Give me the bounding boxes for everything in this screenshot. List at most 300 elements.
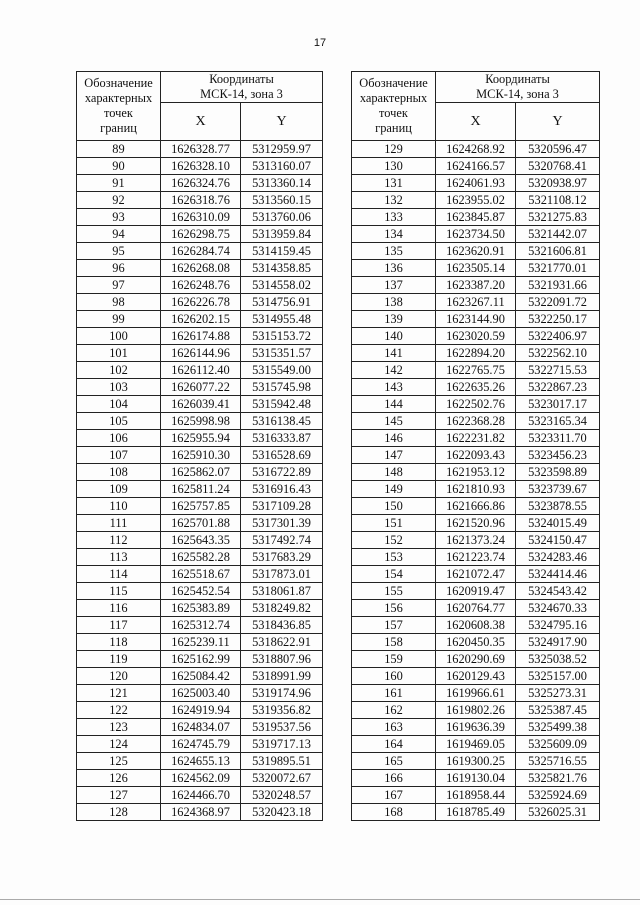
y-coordinate-cell: 5318991.99 [241,668,323,685]
x-coordinate-cell: 1624655.13 [161,753,241,770]
table-row [77,787,323,804]
point-number-cell: 146 [352,430,436,447]
x-coordinate-cell: 1621953.12 [436,464,516,481]
x-coordinate-cell: 1622894.20 [436,345,516,362]
table-row [77,702,323,719]
y-coordinate-cell: 5314955.48 [241,311,323,328]
table-row [77,549,323,566]
table-row [77,345,323,362]
point-header-line: Обозначение [84,76,153,90]
x-coordinate-cell: 1626324.76 [161,175,241,192]
point-number-cell: 125 [77,753,161,770]
x-coordinate-cell: 1622635.26 [436,379,516,396]
table-row [352,685,600,702]
table-row [77,277,323,294]
point-number-cell: 106 [77,430,161,447]
x-coordinate-cell: 1623144.90 [436,311,516,328]
y-coordinate-cell: 5317492.74 [241,532,323,549]
y-coordinate-cell: 5316722.89 [241,464,323,481]
table-row [77,566,323,583]
point-number-cell: 150 [352,498,436,515]
y-coordinate-cell: 5325609.09 [516,736,600,753]
x-coordinate-cell: 1623267.11 [436,294,516,311]
point-number-cell: 91 [77,175,161,192]
y-coordinate-cell: 5315153.72 [241,328,323,345]
point-number-cell: 124 [77,736,161,753]
table-row [77,719,323,736]
x-coordinate-cell: 1625312.74 [161,617,241,634]
x-coordinate-cell: 1626144.96 [161,345,241,362]
y-coordinate-cell: 5314558.02 [241,277,323,294]
x-coordinate-cell: 1620290.69 [436,651,516,668]
point-number-cell: 119 [77,651,161,668]
x-coordinate-cell: 1626310.09 [161,209,241,226]
table-row [352,549,600,566]
x-coordinate-cell: 1625998.98 [161,413,241,430]
point-number-cell: 127 [77,787,161,804]
x-coordinate-cell: 1623734.50 [436,226,516,243]
y-coordinate-cell: 5319895.51 [241,753,323,770]
point-number-cell: 138 [352,294,436,311]
point-number-cell: 139 [352,311,436,328]
y-coordinate-cell: 5321442.07 [516,226,600,243]
point-number-cell: 121 [77,685,161,702]
x-coordinate-cell: 1623505.14 [436,260,516,277]
y-coordinate-cell: 5316333.87 [241,430,323,447]
y-coordinate-cell: 5325038.52 [516,651,600,668]
point-number-cell: 110 [77,498,161,515]
y-coordinate-cell: 5313760.06 [241,209,323,226]
y-coordinate-cell: 5320596.47 [516,141,600,158]
table-row [352,617,600,634]
table-row [77,600,323,617]
point-number-cell: 145 [352,413,436,430]
y-coordinate-cell: 5315942.48 [241,396,323,413]
y-coordinate-cell: 5314159.45 [241,243,323,260]
y-coordinate-cell: 5325716.55 [516,753,600,770]
y-column-header: Y [241,103,323,141]
y-column-header: Y [516,103,600,141]
point-number-cell: 140 [352,328,436,345]
y-coordinate-cell: 5322867.23 [516,379,600,396]
coordinates-header [436,72,600,103]
y-coordinate-cell: 5320938.97 [516,175,600,192]
table-row [77,532,323,549]
x-coordinate-cell: 1620764.77 [436,600,516,617]
y-coordinate-cell: 5319356.82 [241,702,323,719]
x-coordinate-cell: 1620919.47 [436,583,516,600]
table-row [352,209,600,226]
table-row [77,396,323,413]
y-coordinate-cell: 5321275.83 [516,209,600,226]
table-row [352,719,600,736]
x-coordinate-cell: 1622093.43 [436,447,516,464]
x-coordinate-cell: 1622502.76 [436,396,516,413]
table-row [352,736,600,753]
y-coordinate-cell: 5323456.23 [516,447,600,464]
x-coordinate-cell: 1625582.28 [161,549,241,566]
x-coordinate-cell: 1625084.42 [161,668,241,685]
table-row [352,379,600,396]
table-row [77,379,323,396]
y-coordinate-cell: 5323598.89 [516,464,600,481]
table-row [352,175,600,192]
x-coordinate-cell: 1623845.87 [436,209,516,226]
table-row [352,277,600,294]
point-number-cell: 98 [77,294,161,311]
point-number-cell: 120 [77,668,161,685]
table-row [77,651,323,668]
point-number-cell: 153 [352,549,436,566]
y-coordinate-cell: 5315745.98 [241,379,323,396]
table-row [352,651,600,668]
point-number-cell: 161 [352,685,436,702]
table-row [352,600,600,617]
table-row [352,192,600,209]
table-row [77,804,323,821]
x-coordinate-cell: 1625518.67 [161,566,241,583]
table-row [77,753,323,770]
x-coordinate-cell: 1624562.09 [161,770,241,787]
table-row [77,447,323,464]
table-row [77,175,323,192]
x-column-header: X [161,103,241,141]
table-row [352,566,600,583]
x-coordinate-cell: 1623020.59 [436,328,516,345]
coordinates-header-line: Координаты [485,72,550,86]
point-number-cell: 96 [77,260,161,277]
table-row [77,481,323,498]
y-coordinate-cell: 5325157.00 [516,668,600,685]
x-coordinate-cell: 1626202.15 [161,311,241,328]
x-coordinate-cell: 1625811.24 [161,481,241,498]
y-coordinate-cell: 5316138.45 [241,413,323,430]
x-coordinate-cell: 1622231.82 [436,430,516,447]
x-coordinate-cell: 1626112.40 [161,362,241,379]
table-row [77,583,323,600]
y-coordinate-cell: 5315351.57 [241,345,323,362]
point-header-line: точек [104,106,133,120]
y-coordinate-cell: 5324150.47 [516,532,600,549]
x-coordinate-cell: 1625643.35 [161,532,241,549]
page-bottom-edge [0,899,640,900]
x-coordinate-cell: 1626248.76 [161,277,241,294]
x-coordinate-cell: 1619802.26 [436,702,516,719]
point-number-cell: 100 [77,328,161,345]
table-row [77,498,323,515]
point-header-line: характерных [84,91,153,105]
point-number-cell: 144 [352,396,436,413]
x-coordinate-cell: 1618785.49 [436,804,516,821]
table-row [352,226,600,243]
point-number-cell: 89 [77,141,161,158]
point-number-cell: 101 [77,345,161,362]
x-coordinate-cell: 1625239.11 [161,634,241,651]
y-coordinate-cell: 5318061.87 [241,583,323,600]
x-coordinate-cell: 1618958.44 [436,787,516,804]
y-coordinate-cell: 5318807.96 [241,651,323,668]
y-coordinate-cell: 5315549.00 [241,362,323,379]
point-number-cell: 112 [77,532,161,549]
table-row [352,515,600,532]
point-number-cell: 90 [77,158,161,175]
y-coordinate-cell: 5323017.17 [516,396,600,413]
x-coordinate-cell: 1625757.85 [161,498,241,515]
point-number-cell: 155 [352,583,436,600]
y-coordinate-cell: 5316916.43 [241,481,323,498]
x-coordinate-cell: 1626226.78 [161,294,241,311]
point-header-line: границ [375,121,412,135]
x-coordinate-cell: 1626268.08 [161,260,241,277]
y-coordinate-cell: 5322406.97 [516,328,600,345]
point-number-cell: 116 [77,600,161,617]
x-coordinate-cell: 1625862.07 [161,464,241,481]
point-number-cell: 160 [352,668,436,685]
x-coordinate-cell: 1626284.74 [161,243,241,260]
y-coordinate-cell: 5320072.67 [241,770,323,787]
y-coordinate-cell: 5323311.70 [516,430,600,447]
point-number-cell: 148 [352,464,436,481]
y-coordinate-cell: 5326025.31 [516,804,600,821]
x-coordinate-cell: 1624466.70 [161,787,241,804]
y-coordinate-cell: 5313560.15 [241,192,323,209]
point-number-cell: 118 [77,634,161,651]
point-number-cell: 113 [77,549,161,566]
y-coordinate-cell: 5324917.90 [516,634,600,651]
table-row [352,158,600,175]
y-coordinate-cell: 5322715.53 [516,362,600,379]
y-coordinate-cell: 5324015.49 [516,515,600,532]
x-column-header: X [436,103,516,141]
y-coordinate-cell: 5324283.46 [516,549,600,566]
x-coordinate-cell: 1624268.92 [436,141,516,158]
point-number-cell: 156 [352,600,436,617]
table-row [352,532,600,549]
y-coordinate-cell: 5321108.12 [516,192,600,209]
point-number-cell: 115 [77,583,161,600]
point-number-cell: 111 [77,515,161,532]
x-coordinate-cell: 1619469.05 [436,736,516,753]
table-row [352,430,600,447]
table-row [77,668,323,685]
point-number-cell: 142 [352,362,436,379]
y-coordinate-cell: 5325273.31 [516,685,600,702]
y-coordinate-cell: 5325387.45 [516,702,600,719]
point-number-cell: 149 [352,481,436,498]
table-row [352,413,600,430]
table-row [352,498,600,515]
table-row [77,430,323,447]
y-coordinate-cell: 5317873.01 [241,566,323,583]
point-number-cell: 99 [77,311,161,328]
point-number-cell: 97 [77,277,161,294]
y-coordinate-cell: 5319537.56 [241,719,323,736]
table-row [352,787,600,804]
table-row [77,617,323,634]
point-header-line: точек [379,106,408,120]
point-number-cell: 129 [352,141,436,158]
table-row [352,243,600,260]
x-coordinate-cell: 1625162.99 [161,651,241,668]
table-row [77,141,323,158]
point-number-cell: 151 [352,515,436,532]
point-number-cell: 158 [352,634,436,651]
y-coordinate-cell: 5322562.10 [516,345,600,362]
y-coordinate-cell: 5317301.39 [241,515,323,532]
point-number-cell: 134 [352,226,436,243]
point-number-cell: 117 [77,617,161,634]
y-coordinate-cell: 5325499.38 [516,719,600,736]
y-coordinate-cell: 5312959.97 [241,141,323,158]
x-coordinate-cell: 1620608.38 [436,617,516,634]
x-coordinate-cell: 1621666.86 [436,498,516,515]
x-coordinate-cell: 1623955.02 [436,192,516,209]
table-row [352,396,600,413]
x-coordinate-cell: 1626328.77 [161,141,241,158]
table-row [77,685,323,702]
coordinates-table-right [351,71,600,821]
y-coordinate-cell: 5316528.69 [241,447,323,464]
point-number-cell: 128 [77,804,161,821]
table-row [352,770,600,787]
x-coordinate-cell: 1625910.30 [161,447,241,464]
point-number-cell: 108 [77,464,161,481]
x-coordinate-cell: 1626318.76 [161,192,241,209]
table-row [352,464,600,481]
table-row [77,260,323,277]
y-coordinate-cell: 5325924.69 [516,787,600,804]
x-coordinate-cell: 1625383.89 [161,600,241,617]
x-coordinate-cell: 1626328.10 [161,158,241,175]
y-coordinate-cell: 5314756.91 [241,294,323,311]
x-coordinate-cell: 1619300.25 [436,753,516,770]
x-coordinate-cell: 1625701.88 [161,515,241,532]
x-coordinate-cell: 1621072.47 [436,566,516,583]
point-number-cell: 137 [352,277,436,294]
x-coordinate-cell: 1625955.94 [161,430,241,447]
x-coordinate-cell: 1619966.61 [436,685,516,702]
point-designation-header [352,72,436,141]
table-row [352,141,600,158]
point-number-cell: 143 [352,379,436,396]
table-row [77,226,323,243]
table-row [352,345,600,362]
table-row [352,260,600,277]
x-coordinate-cell: 1622765.75 [436,362,516,379]
x-coordinate-cell: 1624919.94 [161,702,241,719]
x-coordinate-cell: 1621520.96 [436,515,516,532]
point-number-cell: 95 [77,243,161,260]
table-row [352,583,600,600]
x-coordinate-cell: 1622368.28 [436,413,516,430]
table-row [77,311,323,328]
point-number-cell: 104 [77,396,161,413]
point-header-line: характерных [359,91,428,105]
y-coordinate-cell: 5317683.29 [241,549,323,566]
table-row [77,515,323,532]
point-number-cell: 123 [77,719,161,736]
x-coordinate-cell: 1626298.75 [161,226,241,243]
y-coordinate-cell: 5322250.17 [516,311,600,328]
x-coordinate-cell: 1621810.93 [436,481,516,498]
x-coordinate-cell: 1619636.39 [436,719,516,736]
point-number-cell: 126 [77,770,161,787]
y-coordinate-cell: 5324670.33 [516,600,600,617]
point-number-cell: 102 [77,362,161,379]
table-row [77,770,323,787]
point-header-line: границ [100,121,137,135]
x-coordinate-cell: 1625452.54 [161,583,241,600]
point-number-cell: 135 [352,243,436,260]
y-coordinate-cell: 5314358.85 [241,260,323,277]
y-coordinate-cell: 5320423.18 [241,804,323,821]
x-coordinate-cell: 1621223.74 [436,549,516,566]
y-coordinate-cell: 5319174.96 [241,685,323,702]
coordinates-header-line: МСК-14, зона 3 [476,87,559,101]
y-coordinate-cell: 5318249.82 [241,600,323,617]
table-row [77,413,323,430]
y-coordinate-cell: 5323165.34 [516,413,600,430]
y-coordinate-cell: 5320248.57 [241,787,323,804]
point-number-cell: 168 [352,804,436,821]
table-row [352,481,600,498]
point-number-cell: 132 [352,192,436,209]
point-number-cell: 165 [352,753,436,770]
point-number-cell: 159 [352,651,436,668]
point-number-cell: 162 [352,702,436,719]
point-number-cell: 136 [352,260,436,277]
point-header-line: Обозначение [359,76,428,90]
table-row [352,634,600,651]
coordinates-header-line: Координаты [209,72,274,86]
x-coordinate-cell: 1624745.79 [161,736,241,753]
point-number-cell: 133 [352,209,436,226]
y-coordinate-cell: 5321606.81 [516,243,600,260]
point-number-cell: 122 [77,702,161,719]
point-number-cell: 105 [77,413,161,430]
x-coordinate-cell: 1621373.24 [436,532,516,549]
table-row [77,209,323,226]
y-coordinate-cell: 5313959.84 [241,226,323,243]
x-coordinate-cell: 1626174.88 [161,328,241,345]
y-coordinate-cell: 5313160.07 [241,158,323,175]
table-row [77,243,323,260]
y-coordinate-cell: 5325821.76 [516,770,600,787]
table-row [77,736,323,753]
page-number: 17 [313,37,327,49]
y-coordinate-cell: 5317109.28 [241,498,323,515]
point-number-cell: 93 [77,209,161,226]
y-coordinate-cell: 5321931.66 [516,277,600,294]
point-number-cell: 166 [352,770,436,787]
y-coordinate-cell: 5324795.16 [516,617,600,634]
point-number-cell: 152 [352,532,436,549]
point-number-cell: 131 [352,175,436,192]
point-number-cell: 167 [352,787,436,804]
table-row [352,804,600,821]
x-coordinate-cell: 1624061.93 [436,175,516,192]
x-coordinate-cell: 1624834.07 [161,719,241,736]
table-row [77,158,323,175]
table-row [352,702,600,719]
coordinates-header [161,72,323,103]
table-row [77,294,323,311]
table-row [77,362,323,379]
x-coordinate-cell: 1623620.91 [436,243,516,260]
x-coordinate-cell: 1624368.97 [161,804,241,821]
y-coordinate-cell: 5323878.55 [516,498,600,515]
point-number-cell: 107 [77,447,161,464]
